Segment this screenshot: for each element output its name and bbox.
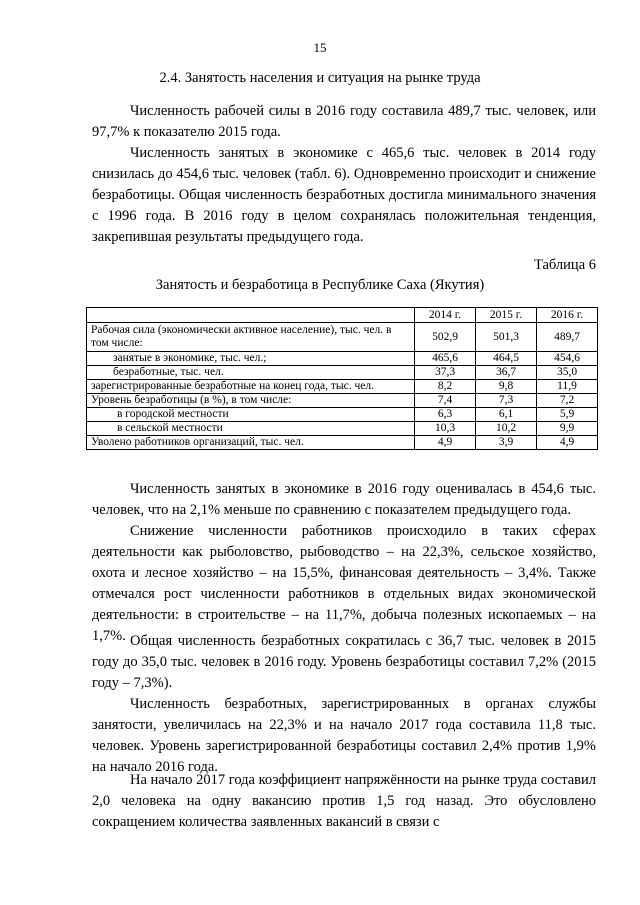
- cell-2015: 10,2: [476, 422, 537, 436]
- table-row: [87, 323, 598, 352]
- cell-2014: 10,3: [415, 422, 476, 436]
- row-label: в городской местности: [87, 408, 415, 422]
- paragraph-employment-estimate: Численность занятых в экономике в 2016 году оценивалась в 454,6 тыс. человек, что на 2,1% меньше по сравнению с показателем предыдущего года.: [92, 481, 596, 518]
- cell-2016: 5,9: [537, 408, 598, 422]
- row-label: Рабочая сила (экономически активное население), тыс. чел. в том числе:: [87, 323, 415, 352]
- cell-2016: 489,7: [537, 323, 598, 352]
- page-number: 15: [313, 40, 327, 55]
- paragraph-registered-unemployed: Численность безработных, зарегистрированных в органах службы занятости, увеличилась на 22,3% и на начало 2017 года составила 11,8 тыс. человек. Уровень зарегистрированной безработицы составил 2,4% против 1,9% на начало 2016 года.: [92, 696, 596, 775]
- cell-2014: 7,4: [415, 394, 476, 408]
- cell-2014: 37,3: [415, 366, 476, 380]
- table-header-2015: 2015 г.: [476, 308, 537, 323]
- cell-2014: 502,9: [415, 323, 476, 352]
- cell-2014: 8,2: [415, 380, 476, 394]
- table-header-2016: 2016 г.: [537, 308, 598, 323]
- employment-table: [86, 307, 598, 450]
- table-row: [87, 408, 598, 422]
- cell-2014: 465,6: [415, 352, 476, 366]
- paragraph-sector-changes: Снижение численности работников происходило в таких сферах деятельности как рыболовство, рыбоводство – на 22,3%, сельское хозяйство, охота и лесное хозяйство – на 15,5%, финансовая деятельность – 3,4%. Также отмечался рост численности работников в отдельных видах экономической деятельности: в строительстве – на 11,7%, добыча полезных ископаемых – на 1,7%.: [92, 523, 596, 644]
- cell-2015: 501,3: [476, 323, 537, 352]
- paragraph-labor-tension: На начало 2017 года коэффициент напряжённости на рынке труда составил 2,0 человека на одну вакансию против 1,5 год назад. Это обусловлено сокращением количества заявленных вакансий в связи с: [92, 772, 596, 830]
- cell-2016: 35,0: [537, 366, 598, 380]
- paragraph-employment-decline: Численность занятых в экономике с 465,6 тыс. человек в 2014 году снизилась до 454,6 тыс. человек (табл. 6). Одновременно происходит и снижение безработицы. Общая численность безработных достигла минимального значения с 1996 года. В 2016 году в целом сохранялась положительная тенденция, закрепившая результаты предыдущего года.: [92, 145, 596, 245]
- cell-2016: 4,9: [537, 436, 598, 450]
- cell-2016: 7,2: [537, 394, 598, 408]
- cell-2016: 9,9: [537, 422, 598, 436]
- row-label: зарегистрированные безработные на конец года, тыс. чел.: [87, 380, 415, 394]
- row-label: занятые в экономике, тыс. чел.;: [87, 352, 415, 366]
- cell-2015: 36,7: [476, 366, 537, 380]
- table-title: Занятость и безработица в Республике Саха (Якутия): [155, 277, 485, 293]
- section-title: 2.4. Занятость населения и ситуация на рынке труда: [159, 70, 481, 86]
- table-caption: Таблица 6: [533, 257, 596, 273]
- row-label: безработные, тыс. чел.: [87, 366, 415, 380]
- table-header-2014: 2014 г.: [415, 308, 476, 323]
- cell-2016: 11,9: [537, 380, 598, 394]
- table-row: [87, 422, 598, 436]
- cell-2016: 454,6: [537, 352, 598, 366]
- cell-2015: 464,5: [476, 352, 537, 366]
- table-header-row: [87, 308, 598, 323]
- table-row: [87, 380, 598, 394]
- cell-2015: 6,1: [476, 408, 537, 422]
- row-label: Уволено работников организаций, тыс. чел.: [87, 436, 415, 450]
- table-header-label: [87, 308, 415, 323]
- row-label: в сельской местности: [87, 422, 415, 436]
- table-row: [87, 352, 598, 366]
- cell-2015: 7,3: [476, 394, 537, 408]
- paragraph-unemployment-level: Общая численность безработных сократилась с 36,7 тыс. человек в 2015 году до 35,0 тыс. человек в 2016 году. Уровень безработицы составил 7,2% (2015 году – 7,3%).: [92, 633, 596, 691]
- table-row: [87, 436, 598, 450]
- cell-2015: 3,9: [476, 436, 537, 450]
- paragraph-labor-force: Численность рабочей силы в 2016 году составила 489,7 тыс. человек, или 97,7% к показателю 2015 года.: [92, 103, 596, 140]
- table-row: [87, 394, 598, 408]
- cell-2014: 4,9: [415, 436, 476, 450]
- cell-2014: 6,3: [415, 408, 476, 422]
- cell-2015: 9,8: [476, 380, 537, 394]
- table-row: [87, 366, 598, 380]
- row-label: Уровень безработицы (в %), в том числе:: [87, 394, 415, 408]
